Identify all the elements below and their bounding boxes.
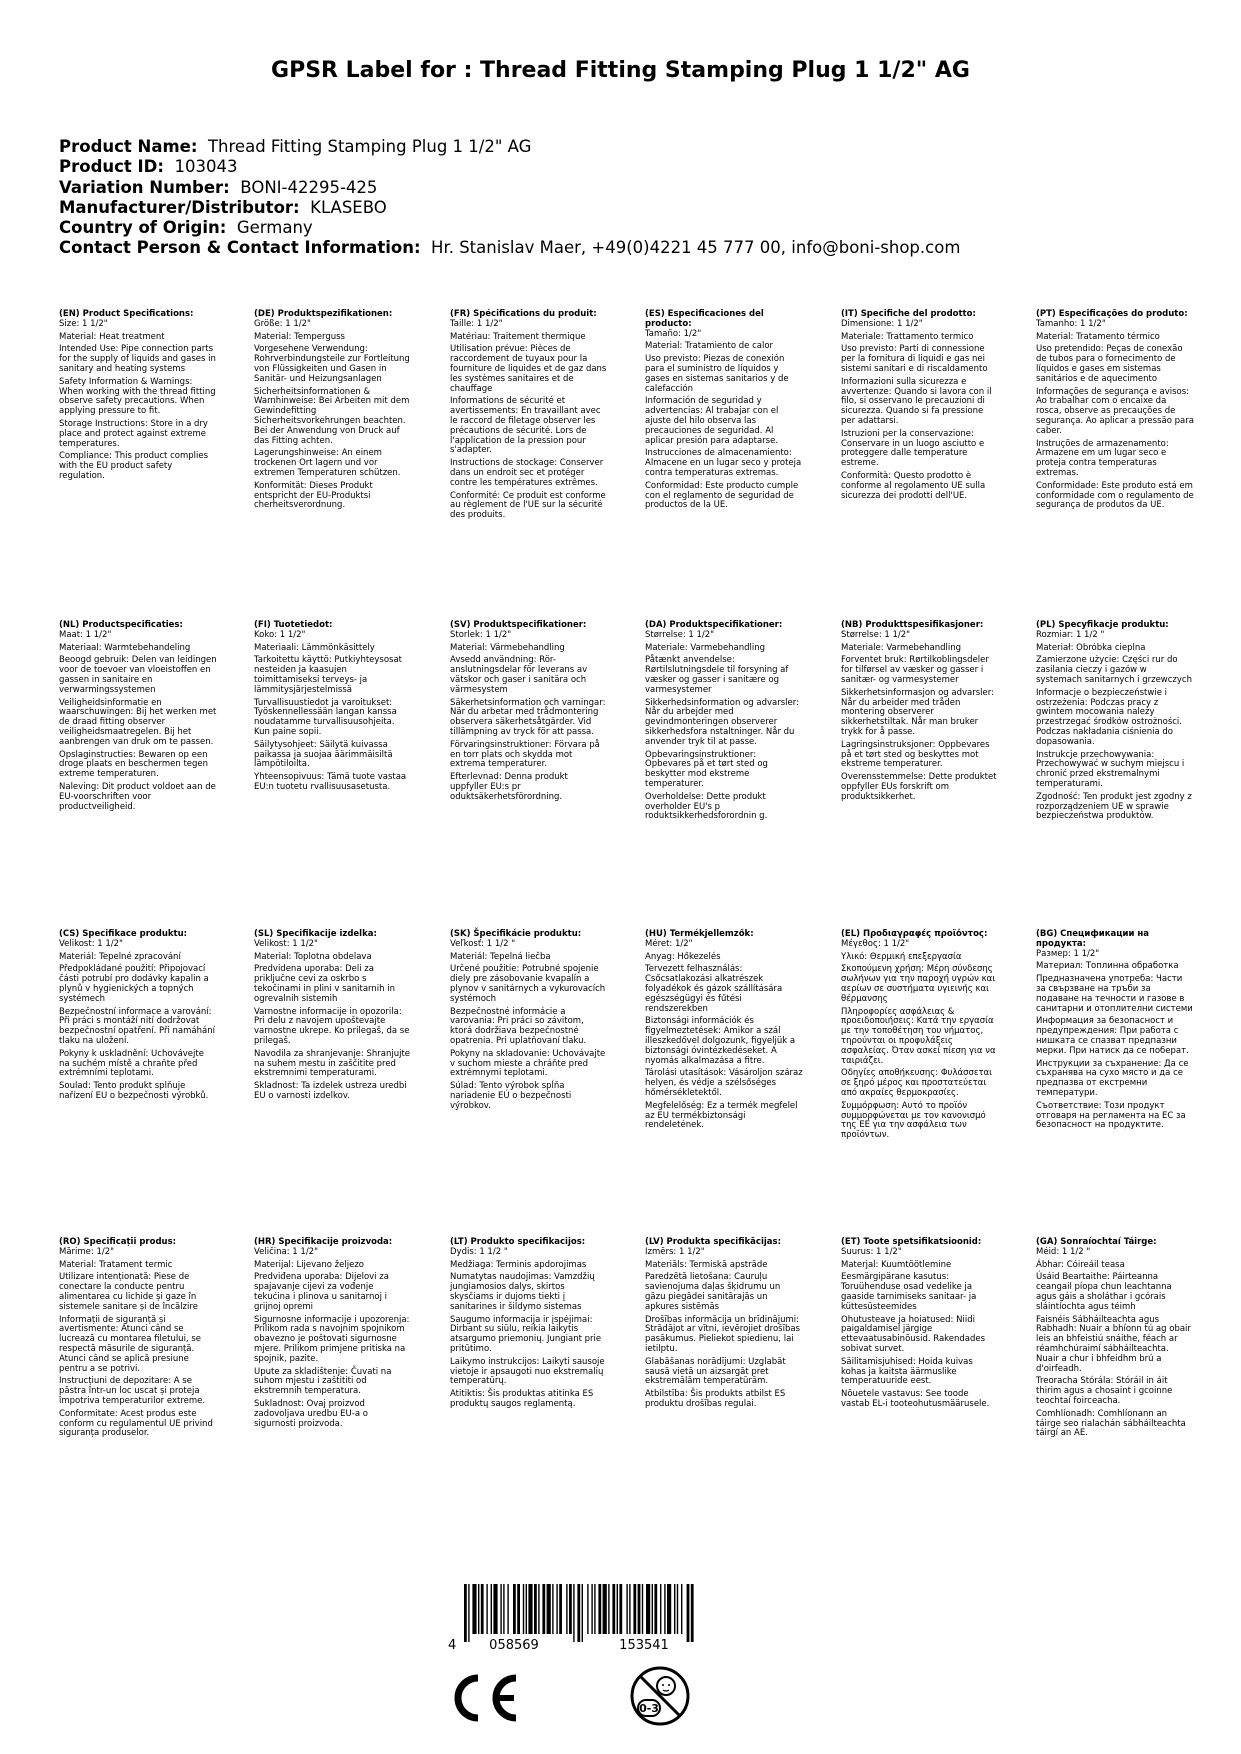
spec-block [645, 930, 803, 1134]
spec-block [450, 310, 608, 524]
spec-block-heading: (BG) Спецификации на продукта: [1036, 929, 1149, 949]
spec-line: Säilytysohjeet: Säilytä kuivassa paikassa ja suojaa äärimmäisiltä lämpötiloilta. [254, 739, 393, 770]
spec-line: Materiale: Trattamento termico [841, 331, 974, 342]
spec-line: Información de seguridad y advertencias: Al trabajar con el ajuste del hilo observa las precauciones de seguridad. Al aplicar presión para adaptarse. [645, 396, 779, 446]
spec-line: Utilisation prévue: Pièces de raccordement de tuyaux pour la fourniture de liquides et de gaz dans les systèmes sanitaires et de chauffage [450, 344, 607, 394]
spec-block-heading: (DE) Produktspezifikationen: [254, 309, 393, 319]
spec-line: Maat: 1 1/2" [59, 629, 112, 640]
spec-line: Mărime: 1/2" [59, 1246, 115, 1257]
spec-line: Materiāls: Termiskā apstrāde [645, 1259, 768, 1270]
barcode [444, 1582, 744, 1654]
spec-line: Ohutusteave ja hoiatused: Niidi paigaldamisel järgige ettevaatusabinõusid. Rakendades sobivat survet. [841, 1314, 986, 1354]
barcode-bar [582, 1584, 583, 1642]
barcode-bar [652, 1584, 653, 1634]
spec-line: Материал: Топлинна обработка [1036, 961, 1179, 972]
spec-block-heading: (SV) Produktspecifikationer: [450, 620, 587, 630]
barcode-bar [491, 1584, 492, 1634]
barcode-bar [633, 1584, 636, 1634]
spec-block-heading: (NB) Produkttspesifikasjoner: [841, 620, 984, 630]
spec-line: Material: Tratamiento de calor [645, 341, 774, 352]
spec-block [254, 1238, 412, 1432]
barcode-bar [594, 1584, 595, 1634]
spec-line: Conformité: Ce produit est conforme au règlement de l'UE sur la sécurité des produits. [450, 490, 606, 521]
spec-line: Beoogd gebruik: Delen van leidingen voor de toevoer van vloeistoffen en gassen in sanitaire en verwarmingssystemen [59, 655, 217, 695]
spec-block [645, 621, 803, 825]
spec-line: Υλικό: Θερμική επεξεργασία [841, 951, 962, 962]
barcode-digits-left: 058569 [489, 1638, 539, 1653]
spec-line: Compliance: This product complies with the EU product safety regulation. [59, 451, 208, 481]
spec-line: Materiał: Obróbka cieplna [1036, 642, 1146, 653]
spec-line: Méret: 1/2" [645, 938, 693, 949]
spec-block [59, 310, 217, 485]
barcode-bar [569, 1584, 572, 1634]
spec-line: Určené použitie: Potrubné spojenie diely pre zásobovanie kvapalín a plynov v sanitárnych a vykurovacích systémoch [450, 964, 606, 1004]
spec-line: Intended Use: Pipe connection parts for the supply of liquids and gases in sanitary and heating systems [59, 344, 216, 374]
spec-line: Istruzioni per la conservazione: Conservare in un luogo asciutto e proteggere dalle temperature estreme. [841, 428, 985, 469]
spec-block [450, 1238, 608, 1413]
spec-line: Materjal: Kuumtöötlemine [841, 1259, 952, 1270]
spec-line: Safety Information & Warnings: When working with the thread fitting observe safety precautions. When applying pressure to fit. [59, 376, 216, 417]
spec-line: Size: 1 1/2" [59, 318, 108, 329]
spec-line: Размер: 1 1/2" [1036, 948, 1100, 959]
barcode-bar [587, 1584, 588, 1634]
spec-block-heading: (RO) Specificații produs: [59, 1237, 177, 1247]
barcode-bar [542, 1584, 545, 1634]
spec-line: Atbilstība: Šis produkts atbilst ES produktu drošības regulai. [645, 1389, 786, 1409]
barcode-digit-first: 4 [448, 1638, 457, 1653]
spec-line: Tervezett felhasználás: Csőcsatlakozási alkatrészek folyadékok és gázok szállítására egészségügyi és fűtési rendszerekben [645, 964, 783, 1014]
spec-line: Předpokládané použití: Připojovací části potrubí pro dodávky kapalin a plynů v hygienických a topných systémech [59, 964, 209, 1004]
spec-block-heading: (FI) Tuotetiedot: [254, 620, 333, 630]
spec-line: Conformitate: Acest produs este conform cu regulamentul UE privind siguranța produselor. [59, 1408, 213, 1439]
spec-line: Информация за безопасност и предупреждения: При работа с нишката се спазват предпазни мерки. При натиск да се поберат. [1036, 1016, 1189, 1056]
spec-block [59, 1238, 217, 1442]
spec-line: Materiale: Varmebehandling [645, 642, 766, 653]
spec-line: Yhteensopivuus: Tämä tuote vastaa EU:n tuotetu rvallisuusasetusta. [254, 772, 407, 792]
barcode-bar [493, 1584, 497, 1634]
spec-line: Soulad: Tento produkt splňuje nařízení EU o bezpečnosti výrobků. [59, 1081, 209, 1101]
spec-line: Paredzētā lietošana: Cauruļu savienojuma daļas šķidrumu un gāzu piegādei sanitārajās un apkures sistēmās [645, 1272, 781, 1312]
spec-block-heading: (DA) Produktspecifikationer: [645, 620, 783, 630]
barcode-bar [523, 1584, 524, 1634]
spec-line: Dydis: 1 1/2 " [450, 1246, 508, 1257]
spec-block [1036, 621, 1194, 825]
barcode-bar [566, 1584, 567, 1634]
spec-block [841, 1238, 999, 1413]
barcode-bar [503, 1584, 504, 1634]
spec-line: Nõuetele vastavus: See toode vastab EL-i tooteohutusmäärusele. [841, 1389, 990, 1409]
barcode-bar [528, 1584, 532, 1634]
spec-line: Conformidad: Este producto cumple con el reglamento de seguridad de productos de la UE. [645, 480, 799, 511]
spec-line: Materiál: Tepelná liečba [450, 951, 551, 962]
spec-line: Conformidade: Este produto está em conformidade com o regulamento de segurança de produtos da UE. [1036, 480, 1194, 511]
spec-line: Informacje o bezpieczeństwie i ostrzeżenia: Podczas pracy z gwintem mocowania należy przestrzegać środków ostrożności. Podczas nakładania ciśnienia do dopasowania. [1036, 687, 1182, 747]
spec-line: Informazioni sulla sicurezza e avvertenze: Quando si lavora con il filo, si osservano le precauzioni di sicurezza. Quando si fa pressione per adattarsi. [841, 376, 992, 426]
spec-line: Sigurnosne informacije i upozorenja: Prilikom rada s navojnim spojnikom obavezno je poštovati sigurnosne mjere. Prilikom primjene pritiska na spojnik, pazite. [254, 1314, 410, 1364]
spec-line: Sicherheitsinformationen & Warnhinweise: Bei Arbeiten mit dem Gewindefitting Sicherheitsvorkehrungen beachten. Bei der Anwendung von Druck auf das Fitting achten. [254, 386, 410, 446]
barcode-bar [654, 1584, 657, 1634]
spec-block-heading: (HU) Termékjellemzők: [645, 929, 754, 939]
spec-line: Turvallisuustiedot ja varoitukset: Työskennellessään langan kanssa noudatamme turvallisuusohjeita. Kun paine sopii. [254, 697, 397, 737]
spec-line: Anyag: Hőkezelés [645, 951, 721, 962]
spec-line: Πληροφορίες ασφάλειας & προειδοποιήσεις: Κατά την εργασία με την τοποθέτηση του νήματος, τηρούνται οι προφυλάξεις ασφαλείας. Όταν ασκεί πίεση για να ταιριάζει. [841, 1006, 996, 1066]
spec-line: Uso previsto: Piezas de conexión para el suministro de líquidos y gases en sistemas sanitarios y de calefacción [645, 354, 789, 394]
spec-line: Informations de sécurité et avertissements: En travaillant avec le raccord de filetage observer les précautions de sécurité. Lors de l'application de la pression pour s'adapter. [450, 396, 601, 456]
spec-line: Lagerungshinweise: An einem trockenen Ort lagern und vor extremen Temperaturen schützen. [254, 448, 401, 478]
barcode-bar [608, 1584, 609, 1634]
spec-line: Størrelse: 1 1/2" [645, 629, 715, 640]
spec-line: Numatytas naudojimas: Vamzdžių jungiamosios dalys, skirtos skysčiams ir dujoms tiekti į sanitarines ir šildymo sistemas [450, 1272, 595, 1312]
barcode-bar [674, 1584, 675, 1634]
barcode-bar [691, 1584, 694, 1642]
spec-line: Størrelse: 1 1/2" [841, 629, 911, 640]
spec-line: Informații de siguranță și avertismente: Atunci când se lucrează cu montarea filetului, se respectă măsurile de siguranță. Atunci când se aplică presiune pentru a se potrivi. [59, 1314, 201, 1374]
barcode-bar [547, 1584, 551, 1634]
spec-line: Σκοπούμενη χρήση: Μέρη σύνδεσης σωλήνων για την παροχή υγρών και αερίων σε συστήματα υγιεινής και θέρμανσης [841, 964, 996, 1004]
spec-line: Conformità: Questo prodotto è conforme al regolamento UE sulla sicurezza dei prodotti dell'UE. [841, 470, 986, 501]
barcode-bar [577, 1584, 580, 1642]
spec-line: Dimensione: 1 1/2" [841, 318, 923, 329]
spec-line: Material: Temperguss [254, 331, 345, 342]
spec-line: Úsáid Beartaithe: Páirteanna ceangail píopa chun leachtanna agus gáis a sholáthar i gcórais sláintíochta agus téimh [1036, 1272, 1172, 1312]
spec-line: Предназначена употреба: Части за свързване на тръби за подаване на течности и газове в санитарни и отоплителни системи [1036, 974, 1193, 1014]
barcode-bar [646, 1584, 650, 1634]
spec-block-heading: (IT) Specifiche del prodotto: [841, 309, 976, 319]
spec-block-heading: (FR) Spécifications du produit: [450, 309, 597, 319]
spec-block [841, 310, 999, 504]
spec-block [254, 621, 412, 796]
spec-block-heading: (SK) Špecifikácie produktu: [450, 929, 582, 939]
spec-line: Sukladnost: Ovaj proizvod zadovoljava uredbu EU-a o sigurnosti proizvoda. [254, 1398, 368, 1429]
spec-line: Varnostne informacije in opozorila: Pri delu z navojem upoštevajte varnostne ukrepe. Ko prilegaš, da se prilegaš. [254, 1006, 410, 1046]
spec-line: Instruções de armazenamento: Armazene em um lugar seco e proteja contra temperaturas extremas. [1036, 438, 1169, 478]
spec-line: Pokyny k uskladnění: Uchovávejte na suchém místě a chraňte před extrémními teplotami. [59, 1048, 204, 1079]
barcode-bars [464, 1584, 694, 1642]
spec-line: Glabāšanas norādījumi: Uzglabāt sausā vietā un aizsargāt pret ekstremālām temperatūrām. [645, 1356, 786, 1387]
info-manufacturer: Manufacturer/Distributor: KLASEBO [59, 197, 387, 217]
spec-block [254, 930, 412, 1105]
barcode-bar [472, 1584, 476, 1634]
barcode-bar [513, 1584, 516, 1634]
spec-line: Súlad: Tento výrobok spĺňa nariadenie EÚ o bezpečnosti výrobkov. [450, 1081, 572, 1111]
barcode-bar [629, 1584, 630, 1634]
spec-line: Overholdelse: Dette produkt overholder EU's p roduktsikkerhedsforordnin g. [645, 791, 768, 822]
spec-line: Veľkosť: 1 1/2 " [450, 938, 516, 949]
spec-line: Laikymo instrukcijos: Laikyti sausoje vietoje ir apsaugoti nuo ekstremalių temperatūrų. [450, 1356, 605, 1387]
barcode-bar [642, 1584, 643, 1634]
spec-line: Matériau: Traitement thermique [450, 331, 586, 342]
spec-line: Forventet bruk: Rørtilkoblingsdeler for tilførsel av væsker og gasser i sanitær- og varmesystemer [841, 655, 989, 685]
spec-line: Drošības informācija un brīdinājumi: Strādājot ar vītni, ievērojiet drošības pasākumus. Pieliekot spiedienu, lai ietilptu. [645, 1314, 800, 1354]
spec-line: Izmērs: 1 1/2" [645, 1246, 705, 1257]
spec-line: Faisnéis Sábháilteachta agus Rabhadh: Nuair a bhíonn tú ag obair leis an bhfeistiú snáithe, féach ar réamhchúraimí sábháilteachta. Nuair a chur i bhfeidhm brú a d'oirfeadh. [1036, 1314, 1191, 1374]
barcode-bar [500, 1584, 501, 1634]
spec-line: Skladnost: Ta izdelek ustreza uredbi EU o varnosti izdelkov. [254, 1081, 407, 1101]
spec-line: Instrucțiuni de depozitare: A se păstra într-un loc uscat și proteja împotriva temperaturilor extreme. [59, 1376, 206, 1406]
barcode-bar [687, 1584, 690, 1642]
barcode-bar [660, 1584, 661, 1634]
spec-line: Größe: 1 1/2" [254, 318, 311, 329]
barcode-bar [598, 1584, 601, 1634]
barcode-bar [526, 1584, 527, 1634]
spec-block-heading: (PT) Especificações do produto: [1036, 309, 1188, 319]
barcode-bar [617, 1584, 618, 1634]
info-product-id: Product ID: 103043 [59, 157, 238, 177]
spec-line: Treoracha Stórála: Stóráil in áit thirim agus a chosaint i gcoinne teochtaí foirceacha. [1036, 1376, 1173, 1406]
spec-line: Naleving: Dit product voldoet aan de EU-voorschriften voor productveiligheid. [59, 781, 216, 812]
spec-line: Koko: 1 1/2" [254, 629, 306, 640]
spec-line: Predvidena uporaba: Deli za priključne cevi za oskrbo s tekočinami in plini v sanitarnih in ogrevalnih sistemih [254, 964, 395, 1004]
spec-line: Predviđena uporaba: Dijelovi za spajavanje cijevi za vođenje tekućina i plinova u sanitarnoj i grijnoj opremi [254, 1272, 389, 1312]
spec-block [645, 1238, 803, 1413]
spec-block [59, 930, 217, 1105]
spec-block-heading: (EL) Προδιαγραφές προϊόντος: [841, 929, 988, 939]
spec-line: Zamierzone użycie: Części rur do zasilania cieczy i gazów w systemach sanitarnych i grzewczych [1036, 655, 1192, 685]
spec-line: Påtænkt anvendelse: Rørtilslutningsdele til forsyning af væsker og gasser i sanitære og varmesystemer [645, 655, 789, 695]
barcode-bar [612, 1584, 615, 1634]
spec-line: Biztonsági információk és figyelmeztetések: Amikor a szál illeszkedővel dolgozunk, figyeljük a biztonsági óvintézkedéseket. A nyomás alkalmazása a fitre. [645, 1016, 796, 1066]
product-info [59, 137, 960, 259]
spec-line: Uso pretendido: Peças de conexão de tubos para o fornecimento de líquidos e gases em sistemas sanitários e de aquecimento [1036, 344, 1183, 384]
spec-line: Sikkerhetsinformasjon og advarsler: Når du arbeider med tråden montering observerer sikkerhetstiltak. Når man bruker trykk for å passe. [841, 687, 994, 737]
spec-line: Materijal: Lijevano željezo [254, 1259, 364, 1270]
spec-block-heading: (EN) Product Specifications: [59, 309, 194, 319]
barcode-bar [481, 1584, 484, 1634]
spec-block [450, 621, 608, 806]
spec-line: Utilizare intenționată: Piese de conectare la conducte pentru alimentarea cu lichide și gaze în sistemele sanitare și de încălzire [59, 1272, 198, 1312]
spec-line: Συμμόρφωση: Αυτό το προϊόν συμμορφώνεται με τον κανονισμό της ΕΕ για την ασφάλεια των προϊόντων. [841, 1100, 986, 1141]
spec-block [645, 310, 803, 514]
barcode-bar [573, 1584, 574, 1642]
spec-line: Material: Heat treatment [59, 331, 165, 342]
barcode-bar [552, 1584, 553, 1634]
spec-line: Lagringsinstruksjoner: Oppbevares på et tørt sted og beskyttes mot ekstreme temperaturer. [841, 739, 990, 770]
barcode-bar [534, 1584, 537, 1634]
info-product-name: Product Name: Thread Fitting Stamping Plug 1 1/2" AG [59, 137, 532, 156]
spec-line: Bezpečnostné informácie a varovania: Pri práci so závitom, ktorá dodržiava bezpečnostné opatrenia. Pri uplatňovaní tlaku. [450, 1006, 587, 1046]
spec-line: Materiaal: Warmtebehandeling [59, 642, 191, 653]
spec-block-heading: (SL) Specifikacije izdelka: [254, 929, 377, 939]
spec-line: Material: Tratament termic [59, 1259, 173, 1270]
spec-line: Tamaño: 1/2" [645, 328, 702, 339]
info-contact: Contact Person & Contact Information: Hr. Stanislav Maer, +49(0)4221 45 777 00, info@boni-shop.com [59, 238, 961, 258]
spec-block [841, 930, 999, 1144]
spec-line: Informações de segurança e avisos: Ao trabalhar com o encaixe da rosca, observe as precauções de segurança. Ao aplicar a pressão para caber. [1036, 386, 1194, 436]
spec-block-heading: (GA) Sonraíochtaí Táirge: [1036, 1237, 1157, 1247]
barcode-bar [638, 1584, 641, 1634]
spec-line: Avsedd användning: Rör-anslutningsdelar för leverans av vätskor och gaser i sanitära och värmesystem [450, 655, 588, 695]
spec-line: Zgodność: Ten produkt jest zgodny z rozporządzeniem UE w sprawie bezpieczeństwa produktów. [1036, 791, 1192, 822]
spec-line: Инструкции за съхранение: Да се съхранява на сухо място и да се предпазва от екстремни температури. [1036, 1058, 1189, 1098]
spec-line: Medžiaga: Terminis apdorojimas [450, 1259, 587, 1270]
spec-line: Materiaali: Lämmönkäsittely [254, 642, 375, 653]
spec-line: Bezpečnostní informace a varování: Při práci s montáží nití dodržovat bezpečnostní opatření. Při namáhání tlaku na uložení. [59, 1006, 215, 1046]
barcode-bar [677, 1584, 678, 1634]
barcode-bar [486, 1584, 487, 1634]
ce-mark-icon [448, 1672, 522, 1724]
spec-block [254, 310, 412, 514]
spec-line: Suurus: 1 1/2" [841, 1246, 902, 1257]
spec-line: Uso previsto: Parti di connessione per la fornitura di liquidi e gas nei sistemi sanitari e di riscaldamento [841, 344, 988, 374]
spec-line: Съответствие: Този продукт отговаря на регламента на ЕС за безопасност на продуктите. [1036, 1100, 1186, 1131]
spec-line: Velikost: 1 1/2" [254, 938, 318, 949]
barcode-bar [603, 1584, 607, 1634]
spec-block-heading: (LV) Produkta specifikācijas: [645, 1237, 781, 1247]
spec-line: Storage Instructions: Store in a dry place and protect against extreme temperatures. [59, 418, 208, 449]
spec-line: Konformität: Dieses Produkt entspricht der EU-Produktsi cherheitsverordnung. [254, 480, 373, 511]
spec-line: Οδηγίες αποθήκευσης: Φυλάσσεται σε ξηρό μέρος και προστατεύεται από ακραίες θερμοκρασίες. [841, 1068, 993, 1098]
spec-line: Materiale: Varmebehandling [841, 642, 962, 653]
barcode-bar [667, 1584, 671, 1634]
spec-block-heading: (NL) Productspecificaties: [59, 620, 183, 630]
spec-line: Instrucciones de almacenamiento: Almacene en un lugar seco y proteja contra temperaturas extremas. [645, 448, 802, 478]
spec-line: Förvaringsinstruktioner: Förvara på en torr plats och skydda mot extrema temperaturer. [450, 739, 600, 770]
barcode-bar [619, 1584, 622, 1634]
spec-line: Opbevaringsinstruktioner: Opbevares på et tørt sted og beskytter mod ekstreme temperaturer. [645, 749, 768, 789]
spec-block [1036, 930, 1194, 1134]
spec-line: Eesmärgipärane kasutus: Toruühenduse osad vedelike ja gaaside tarnimiseks sanitaar- ja küttesüsteemides [841, 1272, 977, 1312]
spec-line: Navodila za shranjevanje: Shranjujte na suhem mestu in zaščitite pred ekstremnimi temperaturami. [254, 1048, 411, 1079]
spec-line: Veiligheidsinformatie en waarschuwingen: Bij het werken met de draad fitting observer veiligheidsmaatregelen. Bij het aanbrengen van druk om te passen. [59, 697, 217, 747]
spec-line: Materiál: Tepelné zpracování [59, 951, 181, 962]
info-variation-number: Variation Number: BONI-42295-425 [59, 177, 378, 197]
spec-block-heading: (HR) Specifikacije proizvoda: [254, 1237, 393, 1247]
spec-block [1036, 310, 1194, 514]
barcode-bar [464, 1584, 467, 1642]
spec-line: Tarkoitettu käyttö: Putkiyhteysosat nesteiden ja kaasujen toimittamiseksi terveys- ja lämmitysjärjestelmissä [254, 655, 403, 695]
barcode-bar [681, 1584, 682, 1634]
barcode-bar [507, 1584, 508, 1634]
spec-line: Instrukcje przechowywania: Przechowywać w suchym miejscu i chronić przed ekstremalnymi temperaturami. [1036, 749, 1185, 789]
spec-line: Opslaginstructies: Bewaren op een droge plaats en beschermen tegen extreme temperaturen. [59, 749, 209, 780]
spec-line: Säkerhetsinformation och varningar: När du arbetar med trådmontering observera säkerhetsåtgärder. Vid tillämpning av tryck för att passa. [450, 697, 606, 737]
spec-line: Pokyny na skladovanie: Uchovávajte v suchom mieste a chráňte pred extrémnymi teplotami. [450, 1048, 606, 1079]
barcode-bar [517, 1584, 520, 1634]
spec-line: Tamanho: 1 1/2" [1036, 318, 1106, 329]
barcode-bar [468, 1584, 469, 1642]
spec-block [59, 621, 217, 815]
spec-line: Comhlíonadh: Comhlíonann an táirge seo rialachán sábháilteachta táirgí an AE. [1036, 1408, 1186, 1439]
spec-line: Säilitamisjuhised: Hoida kuivas kohas ja kaitsta äärmuslike temperatuuride eest. [841, 1356, 973, 1387]
page-title: GPSR Label for : Thread Fitting Stamping Plug 1 1/2" AG [271, 58, 970, 83]
spec-line: Atitiktis: Šis produktas atitinka ES produktų saugos reglamentą. [450, 1389, 594, 1409]
age-warning-label: 0-3 [639, 1702, 659, 1715]
spec-line: Ábhar: Cóireáil teasa [1036, 1259, 1125, 1270]
spec-line: Taille: 1 1/2" [450, 318, 503, 329]
spec-line: Vorgesehene Verwendung: Rohrverbindungsteile zur Fortleitung von Flüssigkeiten und Gasen in Sanitär- und Heizungsanlagen [254, 344, 410, 384]
spec-line: Overensstemmelse: Dette produktet oppfyller EUs forskrift om produktsikkerhet. [841, 772, 997, 802]
spec-block-heading: (ET) Toote spetsifikatsioonid: [841, 1237, 982, 1247]
barcode-bar [556, 1584, 557, 1634]
spec-line: Velikost: 1 1/2" [59, 938, 123, 949]
spec-line: Méid: 1 1/2 " [1036, 1246, 1091, 1257]
spec-line: Instructions de stockage: Conserver dans un endroit sec et protéger contre les températures extrêmes. [450, 458, 604, 488]
spec-block-heading: (ES) Especificaciones del producto: [645, 309, 764, 329]
spec-line: Rozmiar: 1 1/2 " [1036, 629, 1105, 640]
spec-block [841, 621, 999, 806]
spec-line: Sikkerhedsinformation og advarsler: Når du arbejder med gevindmonteringen observerer sikkerhedsfora nstaltninger. Når du anvender tryk til at passe. [645, 697, 799, 747]
barcode-bar [626, 1584, 627, 1634]
spec-line: Material: Tratamento térmico [1036, 331, 1160, 342]
spec-line: Veličina: 1 1/2" [254, 1246, 319, 1257]
spec-line: Material: Värmebehandling [450, 642, 565, 653]
barcode-bar [538, 1584, 539, 1634]
barcode-bar [664, 1584, 665, 1634]
spec-line: Material: Toplotna obdelava [254, 951, 372, 962]
spec-block [450, 930, 608, 1115]
barcode-digits-right: 153541 [619, 1638, 669, 1653]
age-warning-icon [628, 1664, 692, 1728]
spec-line: Tárolási utasítások: Vásároljon száraz helyen, és védje a szélsőséges hőmérsékletektől. [645, 1068, 803, 1098]
spec-line: Saugumo informacija ir įspėjimai: Dirbant su siūlu, reikia laikytis atsargumo priemonių. Jungiant prie pritūtimo. [450, 1314, 602, 1354]
spec-line: Upute za skladištenje: Čuvati na suhom mjestu i zaštititi od ekstremnih temperatura. [254, 1366, 392, 1397]
spec-block-heading: (PL) Specyfikacje produktu: [1036, 620, 1169, 630]
barcode-bar [591, 1584, 592, 1634]
spec-block-heading: (CS) Specifikace produktu: [59, 929, 188, 939]
barcode-bar [478, 1584, 479, 1634]
spec-line: Μέγεθος: 1 1/2" [841, 938, 910, 949]
barcode-bar [559, 1584, 562, 1634]
info-country-of-origin: Country of Origin: Germany [59, 218, 313, 238]
spec-line: Storlek: 1 1/2" [450, 629, 512, 640]
spec-block-heading: (LT) Produkto specifikacijos: [450, 1237, 586, 1247]
spec-line: Efterlevnad: Denna produkt uppfyller EU:s pr oduktsäkerhetsförordning. [450, 772, 568, 802]
spec-line: Megfelelőség: Ez a termék megfelel az EU termékbiztonsági rendeletének. [645, 1100, 798, 1131]
spec-block [1036, 1238, 1194, 1442]
